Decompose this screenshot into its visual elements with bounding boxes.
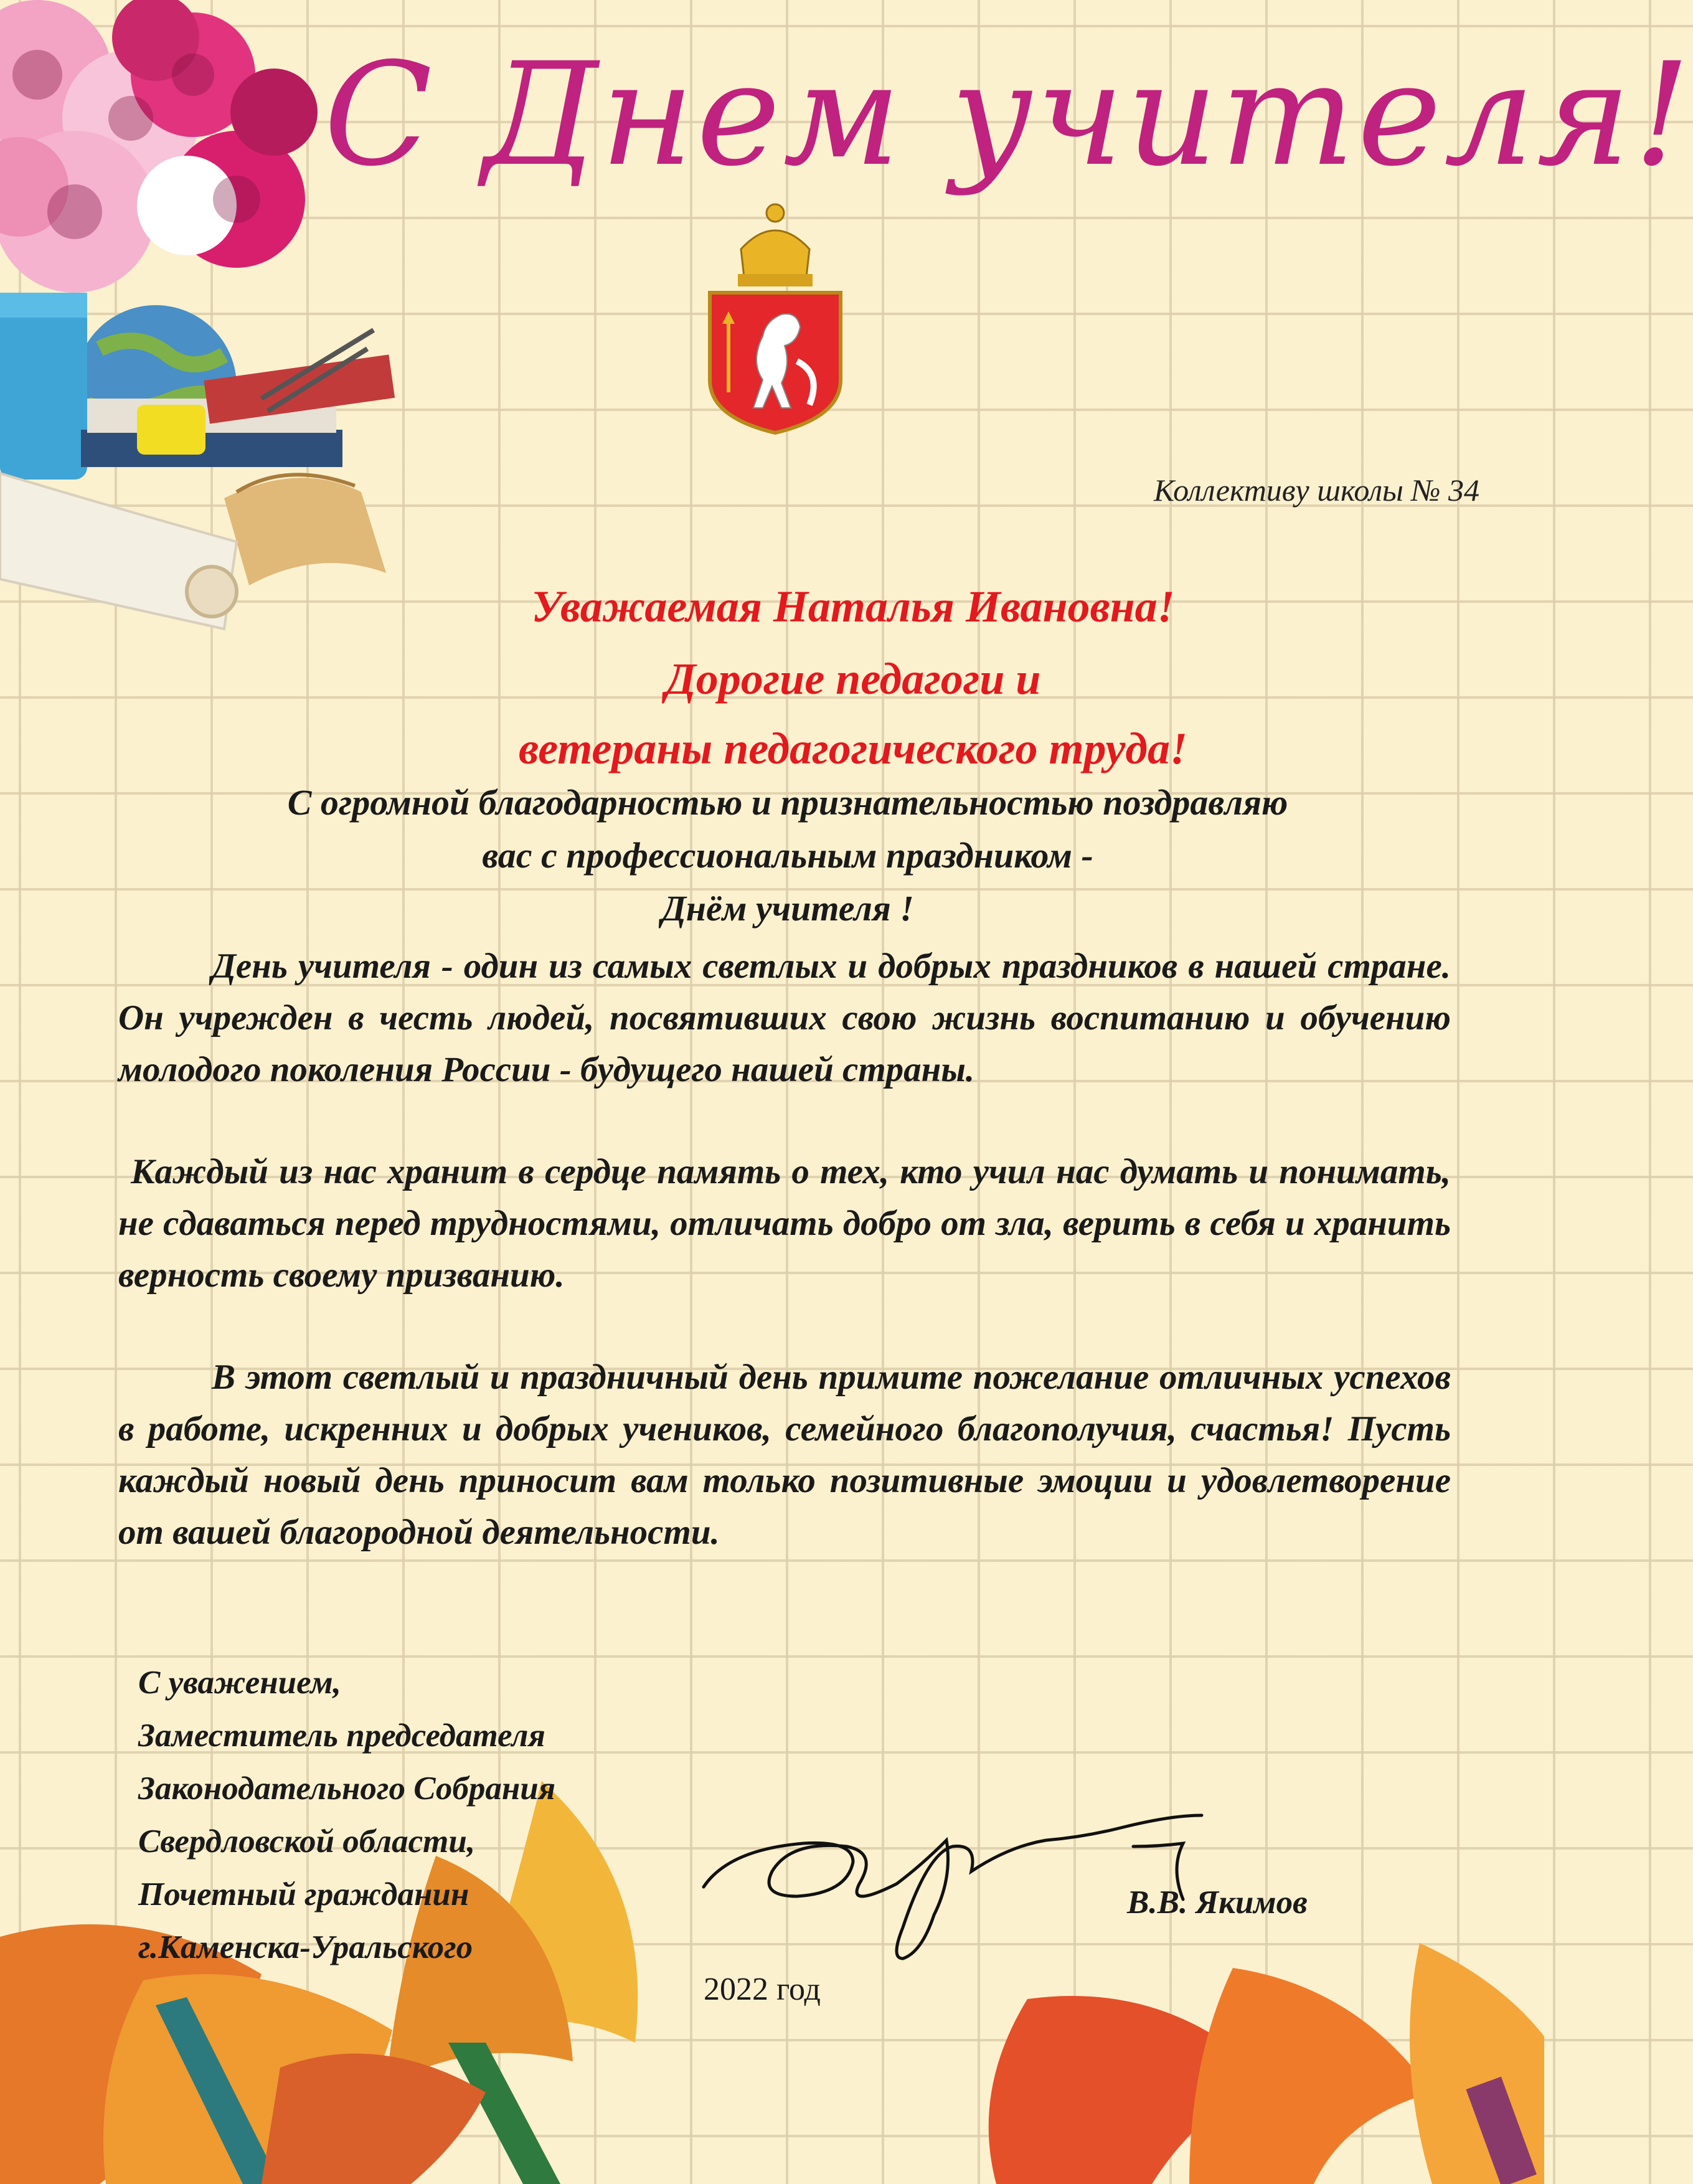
body-paragraph: В этот светлый и праздничный день примите пожелание отличных успехов в работе, искренних и добрых учеников, семейного благополучия, счастья! Пусть каждый новый день приносит вам только позитивные эмоции и удовлетворение от вашей благородной деятельности.: [118, 1358, 1451, 1552]
signature-block: [138, 1657, 748, 1974]
page-title: С Днем учителя!: [324, 32, 1693, 197]
greeting-line: Уважаемая Наталья Ивановна!: [531, 582, 1175, 631]
signer-title-line: Почетный гражданин: [138, 1876, 469, 1912]
signer-name: В.В. Якимов: [1127, 1884, 1308, 1921]
intro-line: Днём учителя !: [661, 888, 914, 929]
signer-title-line: Заместитель председателя: [138, 1718, 545, 1754]
body-paragraph: Каждый из нас хранит в сердце память о тех, кто учил нас думать и понимать, не сдаваться перед трудностями, отличать добро от зла, верить в себя и хранить верность своему призванию.: [118, 1152, 1451, 1295]
signer-title-line: Законодательного Собрания: [138, 1770, 556, 1807]
intro-line: С огромной благодарностью и признательностью поздравляю: [287, 782, 1288, 823]
signer-title-line: г.Каменска-Уральского: [138, 1929, 473, 1965]
signer-title-line: Свердловской области,: [138, 1823, 476, 1860]
year: 2022 год: [704, 1972, 821, 2007]
signature-icon: [697, 1781, 1258, 1968]
closing-line: С уважением,: [138, 1665, 341, 1701]
greeting-line: ветераны педагогического труда!: [519, 724, 1187, 773]
intro-line: вас с профессиональным праздником -: [482, 835, 1093, 876]
body-paragraph: День учителя - один из самых светлых и добрых праздников в нашей стране. Он учрежден в честь людей, посвятивших свою жизнь воспитанию и обучению молодого поколения России - будущего нашей страны.: [118, 947, 1451, 1089]
coat-of-arms-icon: [704, 199, 847, 436]
addressee: Коллективу школы № 34: [1153, 473, 1479, 508]
greeting-line: Дорогие педагоги и: [665, 654, 1041, 704]
